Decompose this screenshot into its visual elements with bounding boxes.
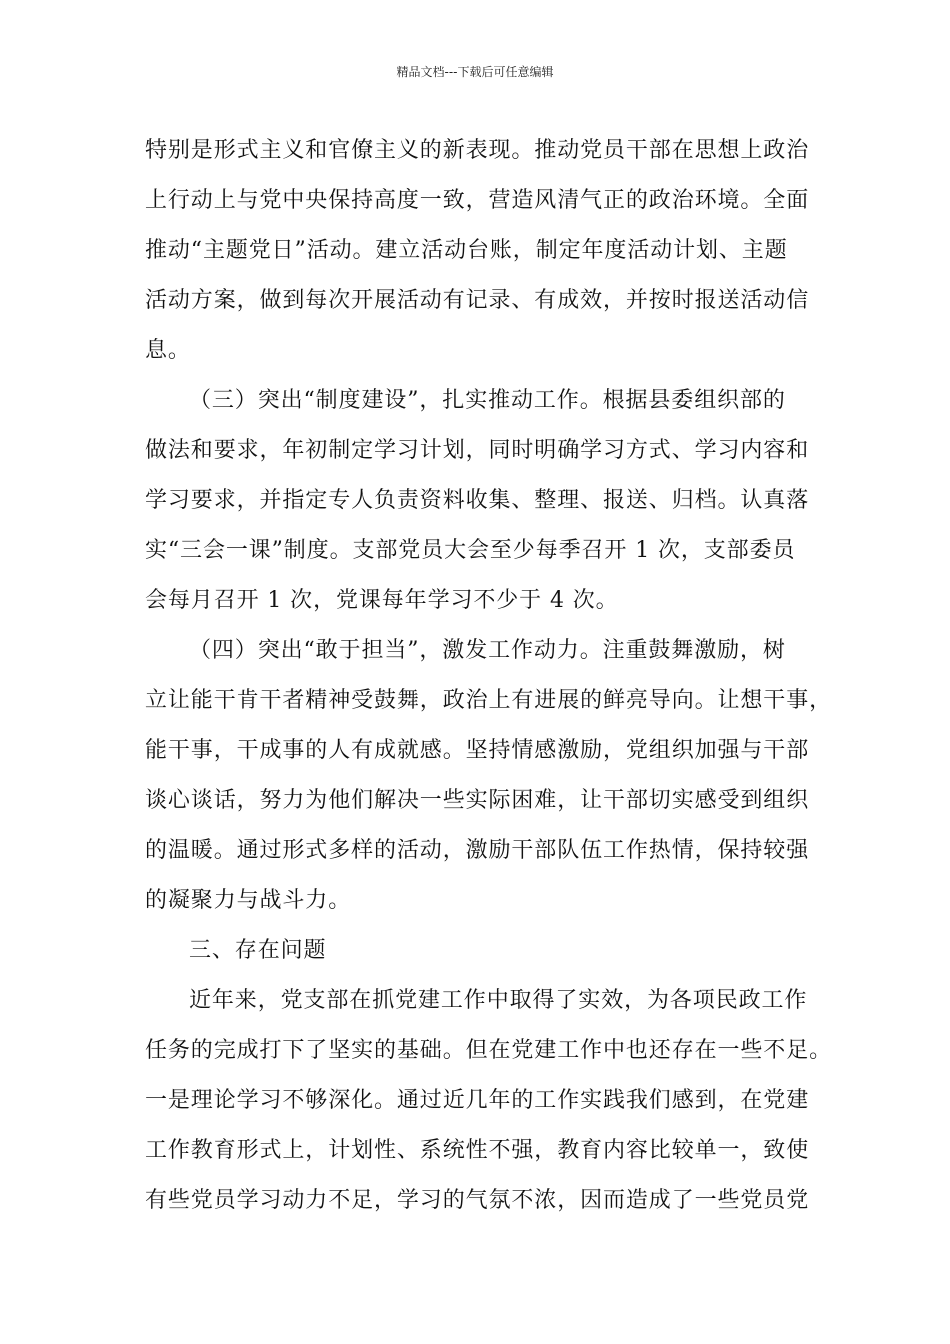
text-line: 上行动上与党中央保持高度一致，营造风清气正的政治环境。全面: [145, 188, 810, 213]
text-line: 学习要求，并指定专人负责资料收集、整理、报送、归档。认真落: [145, 488, 810, 513]
text-line: 能干事，干成事的人有成就感。坚持情感激励，党组织加强与干部: [145, 738, 810, 763]
text-line: 特别是形式主义和官僚主义的新表现。推动党员干部在思想上政治: [145, 138, 810, 163]
text-line: 近年来，党支部在抓党建工作中取得了实效，为各项民政工作: [189, 988, 808, 1013]
text-line: 做法和要求，年初制定学习计划，同时明确学习方式、学习内容和: [145, 438, 810, 463]
text-line: （三）突出“制度建设”，扎实推动工作。根据县委组织部的: [189, 388, 786, 413]
page-header: 精品文档---下载后可任意编辑: [396, 65, 554, 79]
text-line: 活动方案，做到每次开展活动有记录、有成效，并按时报送活动信: [145, 288, 810, 313]
text-line: 三、存在问题: [189, 938, 327, 963]
text-line: 谈心谈话，努力为他们解决一些实际困难，让干部切实感受到组织: [145, 788, 810, 813]
text-line: 会每月召开 1 次，党课每年学习不少于 4 次。: [145, 588, 619, 613]
text-line: （四）突出“敢于担当”，激发工作动力。注重鼓舞激励，树: [189, 638, 786, 663]
text-line: 息。: [145, 338, 191, 363]
text-line: 一是理论学习不够深化。通过近几年的工作实践我们感到，在党建: [145, 1088, 810, 1113]
text-line: 有些党员学习动力不足，学习的气氛不浓，因而造成了一些党员党: [145, 1188, 810, 1213]
document-body: [145, 126, 833, 1226]
text-line: 工作教育形式上，计划性、系统性不强，教育内容比较单一，致使: [145, 1138, 810, 1163]
text-line: 任务的完成打下了坚实的基础。但在党建工作中也还存在一些不足。: [145, 1038, 833, 1063]
text-line: 推动“主题党日”活动。建立活动台账，制定年度活动计划、主题: [145, 238, 788, 263]
text-line: 实“三会一课”制度。支部党员大会至少每季召开 1 次，支部委员: [145, 538, 796, 563]
text-line: 立让能干肯干者精神受鼓舞，政治上有进展的鲜亮导向。让想干事，: [145, 688, 833, 713]
text-line: 的温暖。通过形式多样的活动，激励干部队伍工作热情，保持较强: [145, 838, 810, 863]
text-line: 的凝聚力与战斗力。: [145, 888, 352, 913]
